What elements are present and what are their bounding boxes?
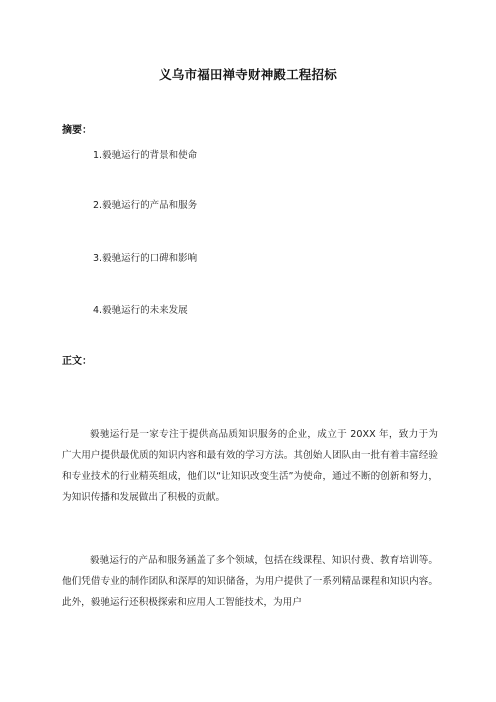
body-paragraph: 毅驰运行是一家专注于提供高品质知识服务的企业，成立于 20XX 年，致力于为广大用户提供最优质的知识内容和最有效的学习方法。其创始人团队由一批有着丰富经验和专业技术的行业精英组成，他们以“让知识改变生活”为使命，通过不断的创新和努力，为知识传播和发展做出了积极的贡献。 — [62, 429, 438, 503]
outline-item: 3.毅驰运行的口碑和影响 — [93, 253, 198, 264]
body-label: 正文： — [62, 356, 92, 367]
body-paragraph: 毅驰运行的产品和服务涵盖了多个领域，包括在线课程、知识付费、教育培训等。他们凭借专业的制作团队和深厚的知识储备，为用户提供了一系列精品课程和知识内容。此外，毅驰运行还积极探索和应用人工智能技术，为用户 — [62, 555, 438, 608]
document-title: 义乌市福田禅寺财神殿工程招标 — [159, 67, 337, 82]
outline-item: 4.毅驰运行的未来发展 — [93, 305, 188, 316]
abstract-label: 摘要： — [62, 125, 92, 136]
outline-item: 1.毅驰运行的背景和使命 — [93, 150, 198, 161]
outline-item: 2.毅驰运行的产品和服务 — [93, 200, 198, 211]
